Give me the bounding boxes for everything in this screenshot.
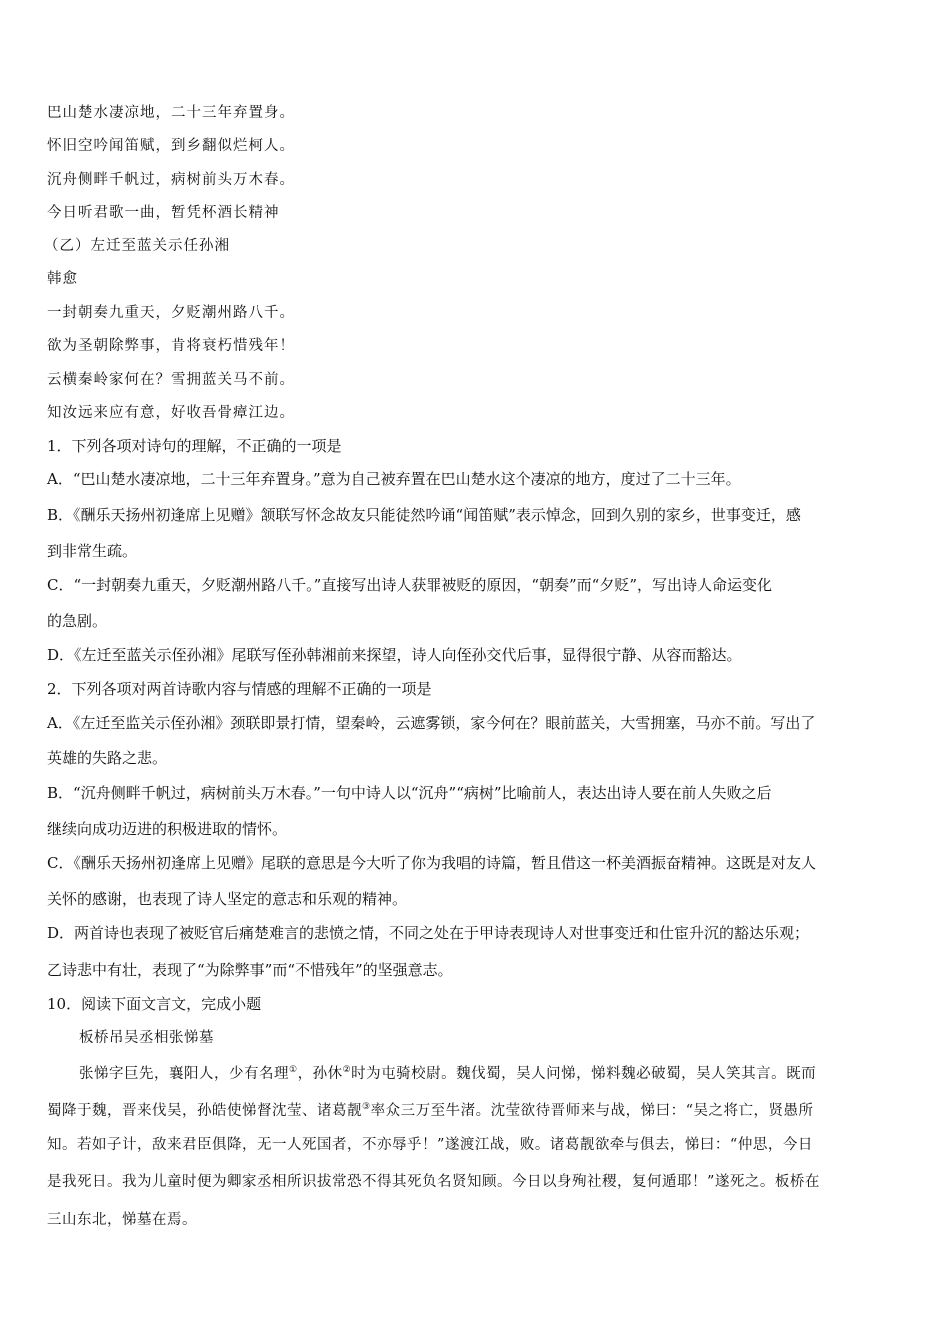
question2-option-a-line-1: A．《左迁至监关示侄孙湘》颈联即景打情，望秦岭，云遮雾锁，家今何在？眼前蓝关，大雪拥塞，马亦不前。写出了: [47, 714, 816, 732]
footnote-marker-2: ②: [342, 1065, 352, 1075]
passage-line-2-part-a: 蜀降于魏，晋来伐吴，孙皓使悌督沈莹、诸葛靓: [47, 1103, 362, 1119]
question1-stem: 1．下列各项对诗句的理解，不正确的一项是: [47, 437, 342, 455]
question1-option-c-line-2: 的急剧。: [47, 612, 108, 630]
question1-option-a: A．“巴山楚水凄凉地，二十三年弃置身。”意为自己被弃置在巴山楚水这个凄凉的地方，度过了二十三年。: [47, 470, 741, 488]
passage-line-2-part-b: 率众三万至牛渚。沈莹欲待晋师来与战，悌曰：“吴之将亡，贤愚所: [370, 1103, 814, 1119]
question1-option-b-line-2: 到非常生疏。: [47, 542, 138, 560]
question10-stem: 10．阅读下面文言文，完成小题: [47, 995, 262, 1013]
question2-option-c-line-2: 关怀的感谢，也表现了诗人坚定的意志和乐观的精神。: [47, 890, 408, 908]
poem-yi-line-2: 欲为圣朝除弊事，肯将衰朽惜残年！: [47, 338, 295, 354]
question2-option-c-line-1: C．《酬乐天扬州初逢席上见赠》尾联的意思是今大听了你为我唱的诗篇，暂且借这一杯美酒振奋精神。这既是对友人: [47, 854, 816, 872]
question2-option-a-line-2: 英雄的失路之悲。: [47, 749, 168, 767]
question2-option-d-line-1: D．两首诗也表现了被贬官后痛楚难言的悲愤之情，不同之处在于甲诗表现诗人对世事变迁和仕宦升沉的豁达乐观；: [47, 924, 810, 942]
question1-option-d: D．《左迁至蓝关示侄孙湘》尾联写侄孙韩湘前来探望，诗人向侄孙交代后事，显得很宁静、从容而豁达。: [47, 646, 742, 664]
poem-yi-line-1: 一封朝奏九重天，夕贬潮州路八千。: [47, 305, 295, 321]
footnote-marker-1: ①: [289, 1065, 298, 1075]
poem-yi-title: （乙）左迁至蓝关示任孙湘: [44, 238, 230, 254]
question2-option-b-line-1: B．“沉舟侧畔千帆过，病树前头万木春。”一句中诗人以“沉舟”“病树”比喻前人，表达出诗人要在前人失败之后: [47, 784, 772, 802]
passage-line-5: 三山东北，悌墓在焉。: [47, 1212, 197, 1228]
passage-line-1-part-c: 时为屯骑校尉。魏伐蜀，吴人问悌，悌料魏必破蜀，吴人笑其言。既而: [351, 1066, 817, 1082]
poem-jia-line-3: 沉舟侧畔千帆过，病树前头万木春。: [47, 172, 295, 188]
question2-option-d-line-2: 乙诗悲中有壮，表现了“为除弊事”而“不惜残年”的坚强意志。: [47, 961, 453, 979]
poem-jia-line-2: 怀旧空吟闻笛赋，到乡翻似烂柯人。: [47, 138, 295, 154]
passage-line-1-part-b: ，孙休: [297, 1066, 343, 1082]
question2-option-b-line-2: 继续向成功迈进的积极进取的情怀。: [47, 820, 288, 838]
passage-line-1: [79, 1060, 905, 1084]
poem-jia-line-1: 巴山楚水凄凉地，二十三年弃置身。: [47, 105, 295, 121]
footnote-marker-3: ③: [362, 1102, 371, 1112]
passage-line-2: [47, 1097, 907, 1121]
poem-yi-line-4: 知汝远来应有意，好收吾骨瘴江边。: [47, 405, 295, 421]
question1-option-b-line-1: B．《酬乐天扬州初逢席上见赠》颔联写怀念故友只能徒然吟诵“闻笛赋”表示悼念，回到久别的家乡，世事变迁，感: [47, 506, 801, 524]
poem-jia-line-4: 今日听君歌一曲，暂凭杯酒长精神: [47, 205, 280, 221]
passage-line-1-part-a: 张悌字巨先，襄阳人，少有名理: [79, 1066, 289, 1082]
passage-line-3: 知。若如子计，敌来君臣俱降，无一人死国者，不亦辱乎！”遂渡江战，败。诸葛靓欲牵与俱去，悌曰：“仲思，今日: [47, 1137, 813, 1153]
passage-line-4: 是我死日。我为儿童时便为卿家丞相所识拔常恐不得其死负名贤知顾。今日以身殉社稷，复何遁耶！”遂死之。板桥在: [47, 1174, 820, 1190]
passage-title: 板桥吊吴丞相张悌墓: [79, 1030, 214, 1046]
poem-yi-author: 韩愈: [47, 271, 78, 287]
question2-stem: 2．下列各项对两首诗歌内容与情感的理解不正确的一项是: [47, 680, 432, 698]
poem-yi-line-3: 云横秦岭家何在？雪拥蓝关马不前。: [47, 372, 295, 388]
question1-option-c-line-1: C．“一封朝奏九重天，夕贬潮州路八千。”直接写出诗人获罪被贬的原因，“朝奏”而“夕贬”，写出诗人命运变化: [47, 576, 772, 594]
